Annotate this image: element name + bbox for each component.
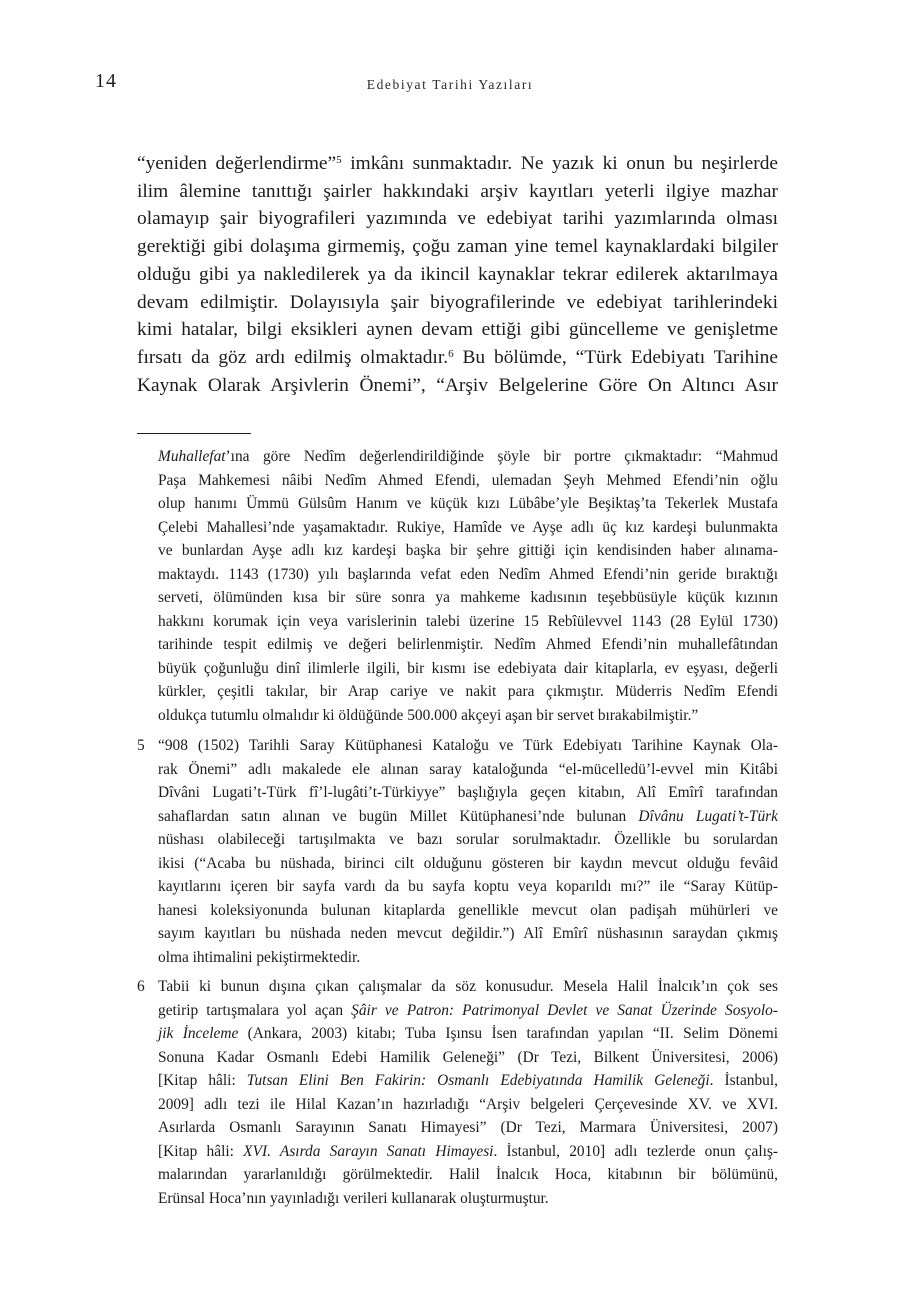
footnote-line: Asırlarda Osmanlı Sarayının Sanatı Himayesi” (Dr Tezi, Marmara Üniversitesi, 2007) [158, 1119, 778, 1136]
footnote-line: olup hanımı Ümmü Gülsûm Hanım ve küçük kızı Lübâbe’yle Beşiktaş’ta Tekerlek Mustafa [158, 495, 778, 512]
footnote-line: ikisi (“Acaba bu nüshada, birinci cilt olduğunu gösteren bir kaydın mevcut olduğu fevâid [158, 854, 778, 872]
body-line: gerektiği gibi dolaşıma girmemiş, çoğu zaman yine temel kaynaklardaki bilgiler [137, 236, 778, 258]
footnote-line: “908 (1502) Tarihli Saray Kütüphanesi Kataloğu ve Türk Edebiyatı Tarihine Kaynak Ola- [158, 737, 778, 754]
footnote-continuation [158, 445, 778, 727]
footnote-line: Erünsal Hoca’nın yayınladığı verileri kullanarak oluşturmuştur. [158, 1189, 549, 1207]
body-line: “yeniden değerlendirme”$^5$ imkânı sunmaktadır. Ne yazık ki onun bu neşirlerde [137, 153, 779, 174]
body-line: olduğu gibi ya nakledilerek ya da ikincil kaynaklar tekrar edilerek aktarılmaya [137, 263, 778, 285]
footnote-line: hanesi koleksiyonunda bulunan kitaplarda genellikle mevcut olan padişah mühürleri ve [158, 901, 778, 919]
footnote-line: Paşa Mahkemesi nâibi Nedîm Ahmed Efendi, ulemadan Şeyh Mehmed Efendi’nin oğlu [158, 471, 778, 489]
body-line: ilim âlemine tanıttığı şairler hakkındaki arşiv kayıtları yeterli ilgiye mazhar [137, 180, 778, 202]
footnote-line: büyük çoğunluğu dinî ilimlerle ilgili, bir kısmı ise edebiyata dair kitaplarla, ev eşyası, değerli [158, 659, 778, 677]
footnote-line: Çelebi Mahallesi’nde yaşamaktadır. Rukiye, Hamîde ve Ayşe adlı üç kız kardeşi bulunmakta [158, 518, 778, 536]
footnote-line: Sonuna Kadar Osmanlı Edebi Hamilik Geleneği” (Dr Tezi, Bilkent Üniversitesi, 2006) [158, 1048, 778, 1066]
footnote-number: 5 [137, 737, 145, 754]
footnote-ref-5[interactable]: 5 [336, 154, 342, 166]
footnote-line: 2009] adlı tezi ile Hilal Kazan’ın hazırladığı “Arşiv belgeleri Çerçevesinde XV. ve XVI. [158, 1095, 778, 1113]
footnote-line: Dîvâni Lugati’t-Türk fî’l-lugâti’t-Türkiyye” başlığıyla geçen kitabın, Alî Emîrî tarafından [158, 784, 778, 801]
body-line: Kaynak Olarak Arşivlerin Önemi”, “Arşiv Belgelerine Göre On Altıncı Asır [137, 374, 778, 396]
footnote-line: getirip tartışmalara yol açan Şâir ve Patron: Patrimonyal Devlet ve Sanat Üzerinde Sosyolo- [158, 1001, 778, 1019]
running-title: Edebiyat Tarihi Yazıları [366, 77, 534, 92]
footnote-line: hakkını korumak için veya varislerinin talebi üzerine 15 Rebîülevvel 1143 (28 Eylül 1730) [158, 612, 778, 630]
footnote-line: sayım kayıtları bu nüshada neden mevcut değildir.”) Alî Emîrî nüshasının saraydan çıkmış [158, 925, 778, 942]
body-line: devam edilmiştir. Dolayısıyla şair biyografilerinde ve edebiyat tarihlerindeki [137, 291, 778, 313]
footnote-separator [137, 433, 251, 434]
body-paragraph [137, 150, 778, 399]
footnote-text [158, 734, 778, 969]
body-line: kimi hatalar, bilgi eksikleri aynen devam ettiği gibi güncelleme ve genişletme [137, 319, 778, 341]
footnote-line: [Kitap hâli: XVI. Asırda Sarayın Sanatı Himayesi. İstanbul, 2010] adlı tezlerde onun çalış- [158, 1142, 779, 1160]
body-line: fırsatı da göz ardı edilmiş olmaktadır.$^6$ Bu bölümde, “Türk Edebiyatı Tarihine [137, 346, 778, 368]
footnote-line: Tabii ki bunun dışına çıkan çalışmalar da söz konusudur. Mesela Halil İnalcık’ın çok ses [158, 978, 778, 995]
footnote-line: tarihinde tespit edilmiş ve değeri belirlenmiştir. Nedîm Ahmed Efendi’nin muhallefâtından [158, 636, 778, 653]
footnote-line: serveti, ölümünden kısa bir süre sonra ya mahkeme kadısının teşebbüsüyle küçük kızının [158, 589, 778, 606]
footnote-line: sahaflardan satın alınan ve bugün Millet Kütüphanesi’nde bulunan Dîvânu Lugati’t-Türk [158, 807, 779, 825]
footnote-line: Muhallefat’ına göre Nedîm değerlendirildiğinde şöyle bir portre çıkmaktadır: “Mahmud [158, 448, 778, 465]
footnote-line: malarından yararlanıldığı görülmektedir. Halil İnalcık Hoca, kitabının bir bölümünü, [158, 1166, 778, 1183]
footnote-line: olma ihtimalini pekiştirmektedir. [158, 948, 361, 966]
footnote-line: maktaydı. 1143 (1730) yılı başlarında vefat eden Nedîm Ahmed Efendi’nin geride bıraktığı [158, 565, 778, 583]
footnote-line: kayıtlarını içeren bir sayfa vardı da bu sayfa koptu veya koparıldı mı?” ile “Saray Kütüp- [158, 878, 778, 895]
footnote-line: kürkler, çeşitli takılar, bir Arap cariye ve nakit para çıkmıştır. Müderris Nedîm Efendi [158, 683, 778, 700]
footnote-line: jik İnceleme (Ankara, 2003) kitabı; Tuba Işınsu İsen tarafından yapılan “II. Selim Dönemi [158, 1025, 778, 1042]
footnote-text [158, 975, 778, 1210]
footnote-ref-6[interactable]: 6 [448, 347, 454, 360]
page-number: 14 [95, 70, 117, 92]
footnote-line: [Kitap hâli: Tutsan Elini Ben Fakirin: Osmanlı Edebiyatında Hamilik Geleneği. İstanbul, [158, 1072, 778, 1089]
footnote-line: rak Önemi” adlı makalede ele alınan saray kataloğunda “el-mücelledü’l-evvel min Kitâbi [158, 760, 778, 778]
body-line: olamayıp şair biyografileri yazımında ve edebiyat tarihi yazımlarında olması [137, 208, 778, 230]
footnote-line: nüshası olabileceği tartışılmakta ve bazı sorular sorulmaktadır. Özellikle bu sorulardan [158, 831, 778, 848]
footnote-line: oldukça tutumlu olmalıdır ki öldüğünde 500.000 akçeyi aşan bir servet bırakabilmiştir.” [158, 706, 699, 724]
footnote-line: ve bunlardan Ayşe adlı kız kardeşi başka bir şehre gittiği için kendisinden haber alınama- [158, 542, 778, 559]
footnote-number: 6 [137, 978, 145, 995]
